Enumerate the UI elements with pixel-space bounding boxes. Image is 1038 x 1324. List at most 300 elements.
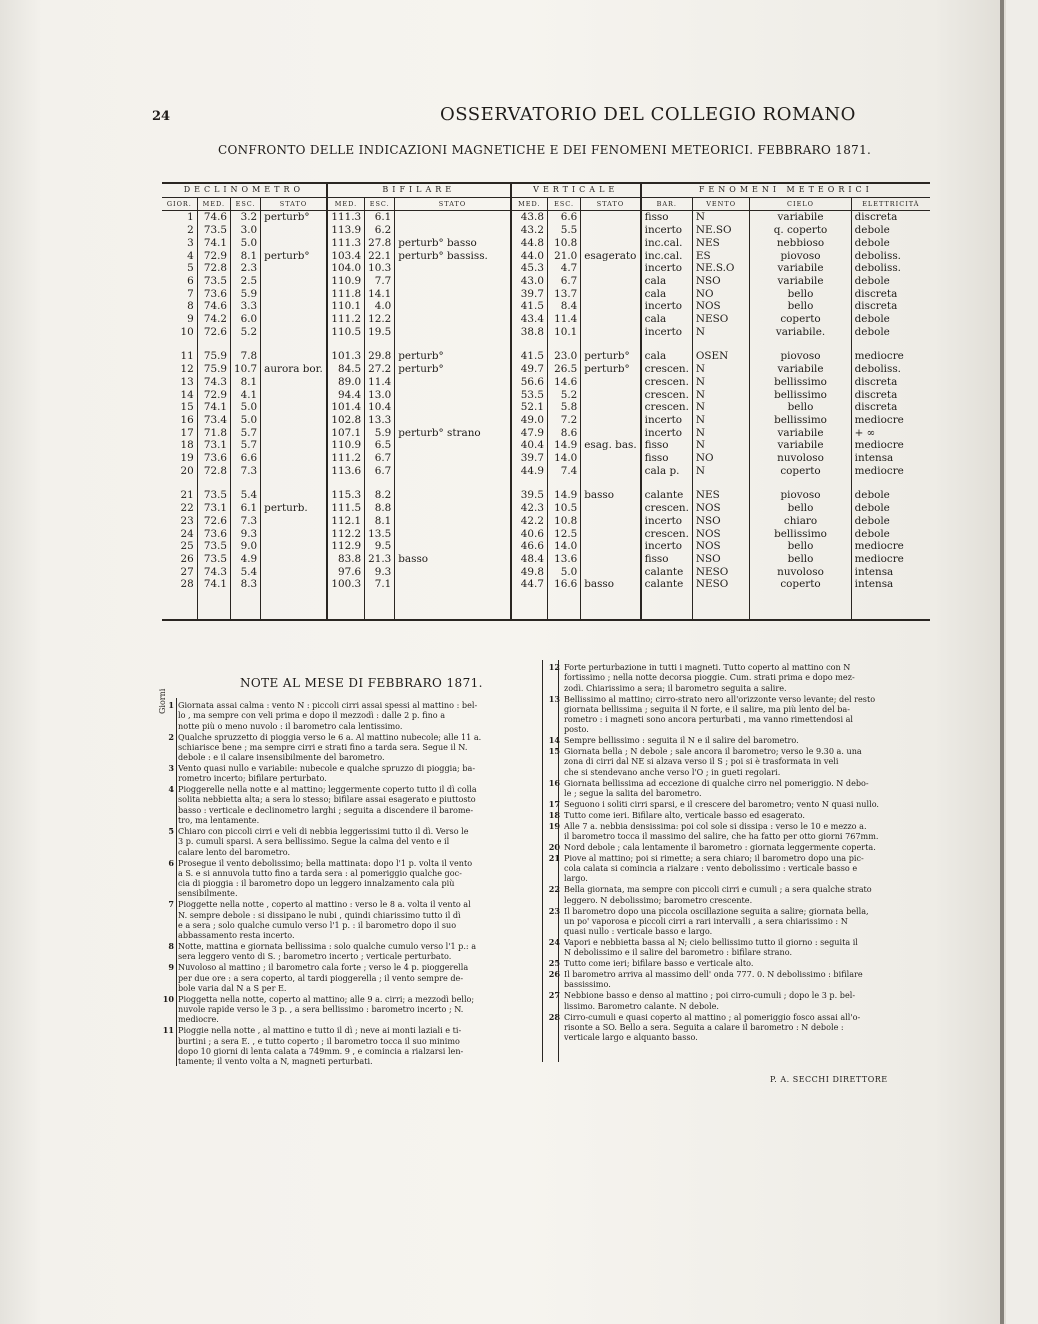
table-cell: NSO [692,275,749,288]
table-cell: 5.0 [231,237,261,250]
table-cell: 14.0 [547,452,580,465]
table-cell: NESO [692,578,749,591]
table-cell [261,489,327,502]
table-footer-space [162,591,930,620]
table-cell [395,515,511,528]
note-line: che si stendevano anche verso l'O ; in gueti regolari. [564,766,781,777]
table-cell: N [692,211,749,224]
table-cell: 6.1 [231,502,261,515]
table-cell: 4.7 [547,262,580,275]
table-cell [581,288,641,301]
note-line: giornata bellissima ; seguita il N forte, e il salire, ma più lento del ba- [564,703,850,714]
table-cell: 6.6 [547,211,580,224]
note-day: 18 [548,809,560,820]
signature: P. A. SECCHI DIRETTORE [770,1075,888,1084]
table-cell: mediocre [854,439,904,452]
table-cell: debole [854,514,890,527]
note-entry [548,735,928,745]
column-header: ESC. [365,197,395,211]
note-line: zona di cirri dal NE si alzava verso il S ; poi si è trasformata in veli [564,756,839,767]
table-cell: 10.4 [365,401,395,414]
table-cell: 89.0 [327,376,365,389]
table-cell [581,224,641,237]
table-cell: crescen. [641,376,693,389]
table-cell: N [692,376,749,389]
table-cell: 11.4 [365,376,395,389]
table-cell: 7.3 [231,465,261,478]
table-cell: 14.9 [547,489,580,502]
table-cell: 6.7 [365,452,395,465]
table-cell: 8.4 [547,300,580,313]
table-cell: 8.1 [231,376,261,389]
note-line: Chiaro con piccoli cirri e veli di nebbia leggerissimi tutto il dì. Verso le [178,826,469,836]
table-cell: 14.1 [365,288,395,301]
table-cell: bello [750,401,851,414]
table-cell [581,566,641,579]
table-cell: 27.2 [365,363,395,376]
table-cell: 74.1 [197,237,230,250]
table-cell: basso [581,578,641,591]
table-cell: cala [641,313,693,326]
note-line: Nuvoloso al mattino ; il barometro cala forte ; verso le 4 p. pioggerella [178,962,469,973]
row-spacer [162,477,930,489]
column-header: ELETTRICITÀ [851,197,930,211]
note-line: dopo 10 giorni di lenta calata a 749mm. 9 , e comincia a rialzarsi len- [178,1045,464,1056]
table-cell: 5.5 [547,224,580,237]
table-cell [261,288,327,301]
table-row [162,262,930,275]
table-row [162,376,930,389]
table-cell [261,465,327,478]
table-cell: 18 [162,439,197,452]
table-cell: 110.5 [327,326,365,339]
note-entry [548,1012,928,1043]
table-cell: 13.0 [365,389,395,402]
note-line: cia di pioggia : il barometro dopo un leggero innalzamento cala più [178,878,455,889]
table-cell: 5.9 [231,288,261,301]
table-cell [395,452,511,465]
table-cell: 42.3 [511,502,548,515]
table-cell: 21 [162,489,197,502]
column-header: CIELO [750,197,851,211]
table-cell: 113.9 [327,224,365,237]
table-cell: 4 [162,250,197,263]
table-cell: piovoso [750,250,851,263]
note-entry [548,662,928,693]
table-cell [395,288,511,301]
table-cell: 21.0 [547,250,580,263]
table-cell: 7 [162,288,197,301]
table-cell [261,515,327,528]
table-cell [261,224,327,237]
table-cell: 3.2 [231,211,261,224]
table-cell: coperto [750,578,851,591]
table-cell: 74.6 [197,300,230,313]
note-entry [162,700,538,731]
note-line: Tutto come ieri. Bifilare alto, verticale basso ed esagerato. [564,809,805,820]
table-cell: 84.5 [327,363,365,376]
table-cell: fisso [641,553,693,566]
table-cell: 5.4 [231,489,261,502]
table-cell [395,489,511,502]
note-line: solita nebbietta alta; a sera lo stesso; bifilare assai esagerato e piuttosto [178,794,476,805]
table-cell: 6.7 [365,465,395,478]
table-cell [581,515,641,528]
note-line: risonte a SO. Bello a sera. Seguita a calare il barometro : N debole : [564,1021,844,1032]
table-cell: NOS [692,502,749,515]
table-cell: perturb° strano [395,427,511,440]
note-entry [548,990,928,1011]
table-cell: NO [692,452,749,465]
table-row [162,237,930,250]
table-cell: debole [854,489,890,502]
note-entry [162,962,538,993]
table-cell: 42.2 [511,515,548,528]
table-cell [395,414,511,427]
column-header: BAR. [641,197,693,211]
table-cell: 5.9 [365,427,395,440]
table-cell: NES [692,237,749,250]
table-cell [395,540,511,553]
table-cell: 7.4 [547,465,580,478]
table-cell [581,414,641,427]
table-row [162,224,930,237]
table-row [162,326,930,339]
table-cell: 43.8 [511,211,548,224]
column-header: VENTO [692,197,749,211]
table-cell: 101.4 [327,401,365,414]
note-entry [548,821,928,842]
table-cell: 7.1 [365,578,395,591]
note-entry [162,784,538,825]
note-line: N debolissimo e il salire del barometro : bifilare strano. [564,947,793,958]
table-cell: 112.1 [327,515,365,528]
group-bifilare: BIFILARE [327,183,511,197]
table-cell: 6 [162,275,197,288]
table-cell: q. coperto [750,224,851,237]
table-cell: 8 [162,300,197,313]
binding-edge [1000,0,1004,1324]
column-header: STATO [261,197,327,211]
table-cell: 25 [162,540,197,553]
table-cell [395,502,511,515]
table-cell [395,224,511,237]
note-entry [548,958,928,968]
note-line: a S. e si annuvola tutto fino a tarda sera : al pomeriggio qualche goc- [178,867,462,878]
table-cell: 73.4 [197,414,230,427]
table-cell: 12 [162,363,197,376]
note-day: 16 [548,777,560,788]
note-day: 25 [548,958,560,969]
notes-title: NOTE AL MESE DI FEBBRARO 1871. [240,676,483,690]
table-cell: 22.1 [365,250,395,263]
table-cell: 6.5 [365,439,395,452]
table-cell: 2 [162,224,197,237]
group-verticale: VERTICALE [511,183,641,197]
table-cell: variabile [750,262,851,275]
table-cell [395,389,511,402]
note-day: 24 [548,937,560,947]
note-line: schiarisce bene ; ma sempre cirri e strati fino a tarda sera. Segue il N. [178,741,468,752]
note-line: 3 p. cumuli sparsi. A sera bellissimo. Segue la calma del vento e il [178,836,450,847]
table-cell: debole [854,502,890,515]
table-cell: 73.5 [197,275,230,288]
table-cell: debole [854,236,890,249]
table-cell [261,528,327,541]
table-cell: 72.8 [197,262,230,275]
table-cell: perturb° [395,350,511,363]
note-entry [548,853,928,884]
table-cell: 23.0 [547,350,580,363]
note-day: 21 [548,852,560,863]
table-cell [395,275,511,288]
note-line: lissimo. Barometro calante. N debole. [564,1000,719,1011]
table-cell: 5.0 [547,566,580,579]
column-header: STATO [581,197,641,211]
note-line: Giornata bella ; N debole ; sale ancora il barometro; verso le 9.30 a. una [564,746,862,757]
note-day: 14 [548,735,560,746]
table-cell [581,389,641,402]
table-cell: debole [854,224,890,237]
note-day: 7 [168,899,174,910]
note-day: 3 [168,763,174,773]
table-cell: 3.3 [231,300,261,313]
note-line: Alle 7 a. nebbia densissima: poi col sole si dissipa : verso le 10 e mezzo a. [564,820,867,831]
table-cell: N [692,389,749,402]
table-cell: 72.8 [197,465,230,478]
table-cell: 6.0 [231,313,261,326]
table-cell: esagerato [581,250,641,263]
table-cell [581,553,641,566]
table-cell [581,452,641,465]
page-header: OSSERVATORIO DEL COLLEGIO ROMANO [440,104,856,125]
table-cell: piovoso [750,350,851,363]
table-cell: fisso [641,452,693,465]
table-cell: 102.8 [327,414,365,427]
note-line: fortissimo ; nella notte decorsa pioggie. Cum. strati prima e dopo mez- [564,672,855,683]
note-day: 17 [548,798,560,809]
table-cell: incerto [641,300,693,313]
note-line: Notte, mattina e giornata bellissima : solo qualche cumulo verso l'1 p.: a [178,941,477,952]
table-cell: bellissimo [750,414,851,427]
table-cell: 6.7 [547,275,580,288]
note-line: Pioggette nella notte , coperto al mattino : verso le 8 a. volta il vento al [178,899,471,910]
table-cell [581,502,641,515]
table-cell: 8.1 [365,515,395,528]
table-cell: 10.8 [547,237,580,250]
table-cell: deboliss. [854,262,901,275]
table-row [162,414,930,427]
table-cell: 8.8 [365,502,395,515]
table-cell: nuvoloso [750,452,851,465]
note-line: abbassamento resta incerto. [178,930,295,941]
table-cell: NESO [692,566,749,579]
note-line: un po' vaporosa e piccoli cirri a rari intervalli , a sera chiarissimo : N [564,915,848,926]
table-cell: 2.3 [231,262,261,275]
table-cell: perturb. [261,502,327,515]
table-cell: intensa [854,578,894,591]
note-line: N. sempre debole : si dissipano le nubi , quindi chiarissimo tutto il dì [178,909,461,920]
table-cell: 13.6 [547,553,580,566]
table-row [162,578,930,591]
table-cell: variabile [750,363,851,376]
table-cell: NOS [692,528,749,541]
table-cell: 1 [162,211,197,224]
table-cell [261,262,327,275]
table-cell: 16.6 [547,578,580,591]
column-header: MED. [327,197,365,211]
table-cell: bellissimo [750,528,851,541]
table-cell: NESO [692,313,749,326]
table-cell [581,300,641,313]
table-cell: 74.1 [197,401,230,414]
table-cell: 9.3 [231,528,261,541]
table-cell: coperto [750,465,851,478]
table-cell: N [692,363,749,376]
note-line: leggero. N debolissimo; barometro crescente. [564,894,753,905]
note-line: tamente; il vento volta a N, magneti perturbati. [178,1056,373,1067]
note-entry [162,732,538,763]
table-cell: 73.5 [197,224,230,237]
table-row [162,540,930,553]
note-entry [162,899,538,940]
note-line: Piove al mattino; poi si rimette; a sera chiaro; il barometro dopo una pic- [564,852,864,863]
table-cell: 56.6 [511,376,548,389]
table-cell: 11 [162,350,197,363]
table-cell: calante [641,566,693,579]
table-cell: 10.5 [547,502,580,515]
table-cell: 13.5 [365,528,395,541]
note-line: sensibilmente. [178,888,238,899]
table-cell [581,326,641,339]
note-line: rometro : i magneti sono ancora perturbati , ma vanno rimettendosi al [564,714,854,725]
table-cell: chiaro [750,515,851,528]
table-cell: 8.2 [365,489,395,502]
table-cell: aurora bor. [261,363,327,376]
table-cell: 38.8 [511,326,548,339]
note-entry [548,746,928,777]
table-cell: 83.8 [327,553,365,566]
note-line: quasi nullo : verticale basso e largo. [564,926,713,937]
table-cell: N [692,439,749,452]
table-cell: inc.cal. [641,250,693,263]
table-cell: 11.4 [547,313,580,326]
table-cell [395,401,511,414]
table-cell: calante [641,578,693,591]
note-line: il barometro tocca il massimo del salire, che ha fatto per otto giorni 767mm. [564,830,879,841]
table-cell: 5.0 [231,414,261,427]
table-cell: N [692,414,749,427]
table-cell: 10 [162,326,197,339]
table-cell [261,427,327,440]
table-cell [261,540,327,553]
table-cell: 112.2 [327,528,365,541]
table-cell: inc.cal. [641,237,693,250]
table-cell: cala p. [641,465,693,478]
table-cell: incerto [641,326,693,339]
note-line: burtini ; a sera E. , e tutto coperto ; il barometro tocca il suo minimo [178,1035,460,1046]
table-cell: nuvoloso [750,566,851,579]
table-cell: 40.6 [511,528,548,541]
table-cell: 16 [162,414,197,427]
table-cell [395,211,511,224]
table-cell: 5.4 [231,566,261,579]
column-header: STATO [395,197,511,211]
table-row [162,288,930,301]
table-cell: 73.5 [197,489,230,502]
note-line: Nord debole ; cala lentamente il barometro : giornata leggermente coperta. [564,841,876,852]
table-cell: bello [750,553,851,566]
table-cell: nebbioso [750,237,851,250]
note-line: Tutto come ieri; bifilare basso e verticale alto. [564,958,754,969]
table-cell: + ∞ [854,426,876,439]
table-row [162,363,930,376]
table-cell: 74.2 [197,313,230,326]
table-cell: NE.SO [692,224,749,237]
note-line: verticale largo e alquanto basso. [564,1032,698,1043]
column-header: MED. [197,197,230,211]
table-cell [261,376,327,389]
table-cell: 73.5 [197,553,230,566]
table-cell: 72.6 [197,326,230,339]
note-day: 4 [168,784,174,795]
note-entry [548,906,928,937]
table-cell: debole [854,325,890,338]
table-cell: crescen. [641,389,693,402]
table-cell: 15 [162,401,197,414]
table-cell: NSO [692,553,749,566]
table-cell: 72.6 [197,515,230,528]
note-line: Giornata bellissima ad eccezione di qualche cirro nel pomeriggio. N debo- [564,777,869,788]
table-row [162,275,930,288]
note-entry [548,937,928,958]
note-line: e a sera ; solo qualche cumulo verso l'1 p. : il barometro dopo il suo [178,919,457,930]
table-cell: 24 [162,528,197,541]
table-row [162,427,930,440]
table-row [162,211,930,224]
table-cell: fisso [641,211,693,224]
table-cell [261,452,327,465]
table-cell [261,313,327,326]
note-day: 9 [168,962,174,973]
table-cell: 19 [162,452,197,465]
note-day: 2 [168,731,174,742]
table-cell: 5.7 [231,427,261,440]
note-entry [548,799,928,809]
table-cell: cala [641,275,693,288]
table-cell [395,578,511,591]
table-cell: NOS [692,300,749,313]
table-cell: 6.6 [231,452,261,465]
note-line: calare lento del barometro. [178,846,291,857]
note-day: 15 [548,746,560,757]
table-cell: incerto [641,414,693,427]
note-line: largo. [564,873,588,884]
table-cell [261,439,327,452]
note-day: 23 [548,905,560,916]
note-entry [548,810,928,820]
table-cell [261,389,327,402]
table-row [162,566,930,579]
table-cell: basso [581,489,641,502]
table-cell [581,237,641,250]
table-cell: 27.8 [365,237,395,250]
table-cell [581,401,641,414]
table-cell [395,300,511,313]
table-cell: 7.7 [365,275,395,288]
table-cell [261,275,327,288]
table-cell: 29.8 [365,350,395,363]
